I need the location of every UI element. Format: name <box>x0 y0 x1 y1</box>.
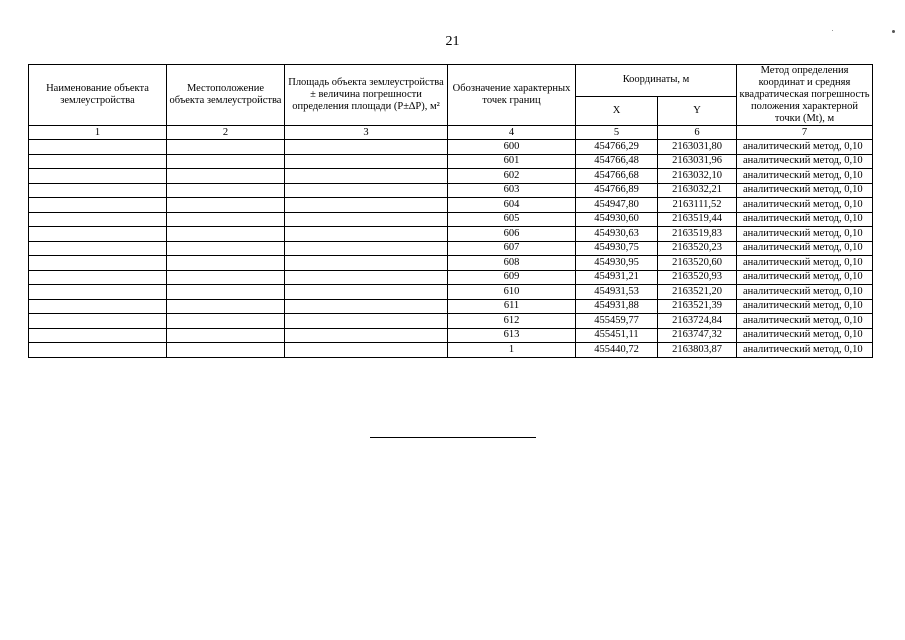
method-cell: аналитический метод, 0,10 <box>737 183 873 198</box>
point-cell: 610 <box>448 285 576 300</box>
area-cell <box>285 227 448 242</box>
name-cell <box>29 227 167 242</box>
point-cell: 609 <box>448 270 576 285</box>
point-cell: 607 <box>448 241 576 256</box>
name-cell <box>29 285 167 300</box>
name-cell <box>29 183 167 198</box>
method-cell: аналитический метод, 0,10 <box>737 154 873 169</box>
point-cell: 612 <box>448 314 576 329</box>
area-cell <box>285 183 448 198</box>
location-cell <box>167 270 285 285</box>
header-coordinates: Координаты, м <box>576 65 737 97</box>
point-cell: 606 <box>448 227 576 242</box>
table-row <box>29 212 873 227</box>
point-cell: 611 <box>448 299 576 314</box>
table-row <box>29 227 873 242</box>
location-cell <box>167 227 285 242</box>
x-cell: 454930,95 <box>576 256 658 271</box>
y-cell: 2163521,39 <box>658 299 737 314</box>
table-row <box>29 198 873 213</box>
area-cell <box>285 270 448 285</box>
area-cell <box>285 314 448 329</box>
location-cell <box>167 285 285 300</box>
location-cell <box>167 256 285 271</box>
name-cell <box>29 212 167 227</box>
y-cell: 2163031,96 <box>658 154 737 169</box>
area-cell <box>285 212 448 227</box>
table-row <box>29 256 873 271</box>
y-cell: 2163520,23 <box>658 241 737 256</box>
x-cell: 454930,75 <box>576 241 658 256</box>
y-cell: 2163803,87 <box>658 343 737 358</box>
method-cell: аналитический метод, 0,10 <box>737 314 873 329</box>
name-cell <box>29 169 167 184</box>
header-x: X <box>576 96 658 125</box>
x-cell: 454931,53 <box>576 285 658 300</box>
table-row <box>29 299 873 314</box>
y-cell: 2163521,20 <box>658 285 737 300</box>
area-cell <box>285 328 448 343</box>
table-row <box>29 169 873 184</box>
x-cell: 454766,89 <box>576 183 658 198</box>
y-cell: 2163031,80 <box>658 140 737 155</box>
y-cell: 2163520,60 <box>658 256 737 271</box>
table-row <box>29 154 873 169</box>
column-number: 4 <box>448 126 576 140</box>
column-number-row <box>29 126 873 140</box>
x-cell: 454766,29 <box>576 140 658 155</box>
method-cell: аналитический метод, 0,10 <box>737 227 873 242</box>
location-cell <box>167 343 285 358</box>
name-cell <box>29 198 167 213</box>
header-area: Площадь объекта землеустройства ± величина погрешности определения площади (Р±∆Р), м² <box>285 65 448 126</box>
point-cell: 613 <box>448 328 576 343</box>
name-cell <box>29 314 167 329</box>
location-cell <box>167 212 285 227</box>
y-cell: 2163032,21 <box>658 183 737 198</box>
location-cell <box>167 140 285 155</box>
header-method: Метод определения координат и средняя квадратическая погрешность положения характерной точки (Мt), м <box>737 65 873 126</box>
table-row <box>29 343 873 358</box>
scan-speck <box>832 30 833 31</box>
point-cell: 602 <box>448 169 576 184</box>
table-row <box>29 285 873 300</box>
area-cell <box>285 198 448 213</box>
area-cell <box>285 140 448 155</box>
y-cell: 2163520,93 <box>658 270 737 285</box>
area-cell <box>285 299 448 314</box>
name-cell <box>29 328 167 343</box>
name-cell <box>29 241 167 256</box>
table-row <box>29 270 873 285</box>
x-cell: 454930,63 <box>576 227 658 242</box>
x-cell: 454766,48 <box>576 154 658 169</box>
point-cell: 605 <box>448 212 576 227</box>
point-cell: 1 <box>448 343 576 358</box>
x-cell: 454931,88 <box>576 299 658 314</box>
y-cell: 2163519,44 <box>658 212 737 227</box>
y-cell: 2163724,84 <box>658 314 737 329</box>
point-cell: 608 <box>448 256 576 271</box>
name-cell <box>29 140 167 155</box>
column-number: 7 <box>737 126 873 140</box>
location-cell <box>167 154 285 169</box>
location-cell <box>167 183 285 198</box>
area-cell <box>285 256 448 271</box>
location-cell <box>167 314 285 329</box>
header-name: Наименование объекта землеустройства <box>29 65 167 126</box>
method-cell: аналитический метод, 0,10 <box>737 285 873 300</box>
y-cell: 2163747,32 <box>658 328 737 343</box>
point-cell: 601 <box>448 154 576 169</box>
x-cell: 454930,60 <box>576 212 658 227</box>
point-cell: 604 <box>448 198 576 213</box>
name-cell <box>29 270 167 285</box>
method-cell: аналитический метод, 0,10 <box>737 256 873 271</box>
x-cell: 454947,80 <box>576 198 658 213</box>
column-number: 1 <box>29 126 167 140</box>
x-cell: 455440,72 <box>576 343 658 358</box>
y-cell: 2163519,83 <box>658 227 737 242</box>
x-cell: 455451,11 <box>576 328 658 343</box>
column-number: 3 <box>285 126 448 140</box>
area-cell <box>285 241 448 256</box>
location-cell <box>167 299 285 314</box>
area-cell <box>285 154 448 169</box>
page-number: 21 <box>445 34 460 49</box>
column-number: 6 <box>658 126 737 140</box>
column-number: 2 <box>167 126 285 140</box>
location-cell <box>167 169 285 184</box>
name-cell <box>29 154 167 169</box>
x-cell: 454931,21 <box>576 270 658 285</box>
location-cell <box>167 328 285 343</box>
method-cell: аналитический метод, 0,10 <box>737 212 873 227</box>
name-cell <box>29 299 167 314</box>
method-cell: аналитический метод, 0,10 <box>737 140 873 155</box>
table-header-row <box>29 65 873 97</box>
location-cell <box>167 241 285 256</box>
name-cell <box>29 343 167 358</box>
header-points: Обозначение характерных точек границ <box>448 65 576 126</box>
y-cell: 2163111,52 <box>658 198 737 213</box>
separator-line <box>370 437 536 438</box>
x-cell: 454766,68 <box>576 169 658 184</box>
table-row <box>29 183 873 198</box>
method-cell: аналитический метод, 0,10 <box>737 270 873 285</box>
method-cell: аналитический метод, 0,10 <box>737 343 873 358</box>
point-cell: 603 <box>448 183 576 198</box>
x-cell: 455459,77 <box>576 314 658 329</box>
method-cell: аналитический метод, 0,10 <box>737 328 873 343</box>
method-cell: аналитический метод, 0,10 <box>737 299 873 314</box>
point-cell: 600 <box>448 140 576 155</box>
header-y: Y <box>658 96 737 125</box>
method-cell: аналитический метод, 0,10 <box>737 198 873 213</box>
column-number: 5 <box>576 126 658 140</box>
table-row <box>29 328 873 343</box>
table-row <box>29 241 873 256</box>
scan-speck <box>892 30 895 33</box>
method-cell: аналитический метод, 0,10 <box>737 241 873 256</box>
name-cell <box>29 256 167 271</box>
header-location: Местоположение объекта землеустройства <box>167 65 285 126</box>
y-cell: 2163032,10 <box>658 169 737 184</box>
table-row <box>29 140 873 155</box>
area-cell <box>285 343 448 358</box>
location-cell <box>167 198 285 213</box>
table-row <box>29 314 873 329</box>
method-cell: аналитический метод, 0,10 <box>737 169 873 184</box>
area-cell <box>285 285 448 300</box>
coordinates-table <box>28 64 873 358</box>
area-cell <box>285 169 448 184</box>
